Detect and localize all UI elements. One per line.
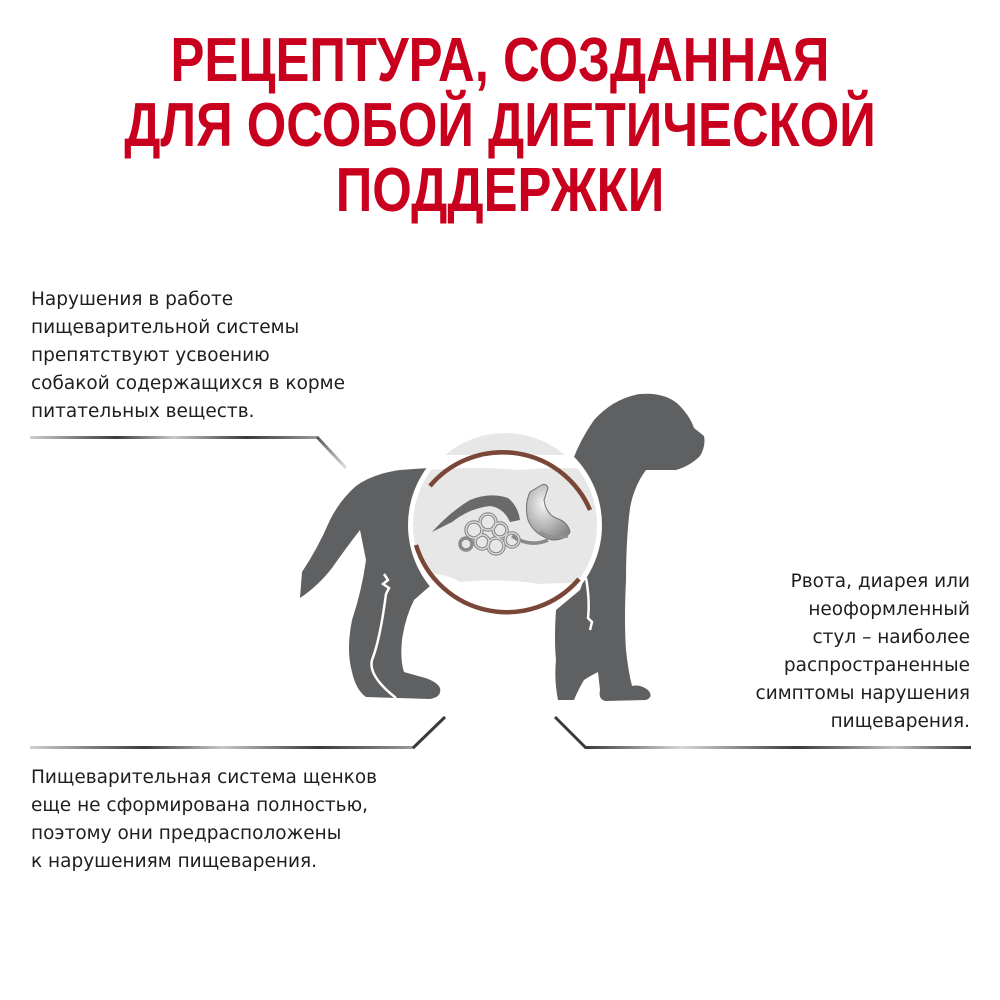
headline-line-2: ДЛЯ ОСОБОЙ ДИЕТИЧЕСКОЙ [124, 91, 876, 160]
callout-line: питательных веществ. [31, 401, 255, 422]
callout-line: пищеварительной системы [31, 317, 300, 338]
callout-line: еще не сформирована полностью, [31, 795, 369, 816]
callout-line: собакой содержащихся в корме [31, 373, 345, 394]
callout-line: Рвота, диарея или [790, 571, 970, 592]
callout-symptoms [756, 568, 970, 736]
callout-digestion-disorders [31, 286, 345, 426]
callout-line: симптомы нарушения [755, 683, 970, 704]
callout-line: Нарушения в работе [31, 289, 234, 310]
callout-puppy-digestion [31, 764, 377, 876]
callout-line: поэтому они предрасположены [31, 823, 342, 844]
leader-line-top-left [30, 436, 346, 468]
callout-line: распространенные [783, 655, 970, 676]
callout-line: Пищеварительная система щенков [31, 767, 378, 788]
callout-line: препятствуют усвоению [31, 345, 270, 366]
callout-line: стул – наиболее [812, 627, 970, 648]
leader-line-bottom-left [30, 717, 445, 749]
callout-line: пищеварения. [830, 711, 970, 732]
callout-line: к нарушениям пищеварения. [31, 851, 317, 872]
callout-line: неоформленный [808, 599, 970, 620]
headline-line-1: РЕЦЕПТУРА, СОЗДАННАЯ [170, 26, 830, 95]
headline-line-3: ПОДДЕРЖКИ [335, 156, 665, 225]
